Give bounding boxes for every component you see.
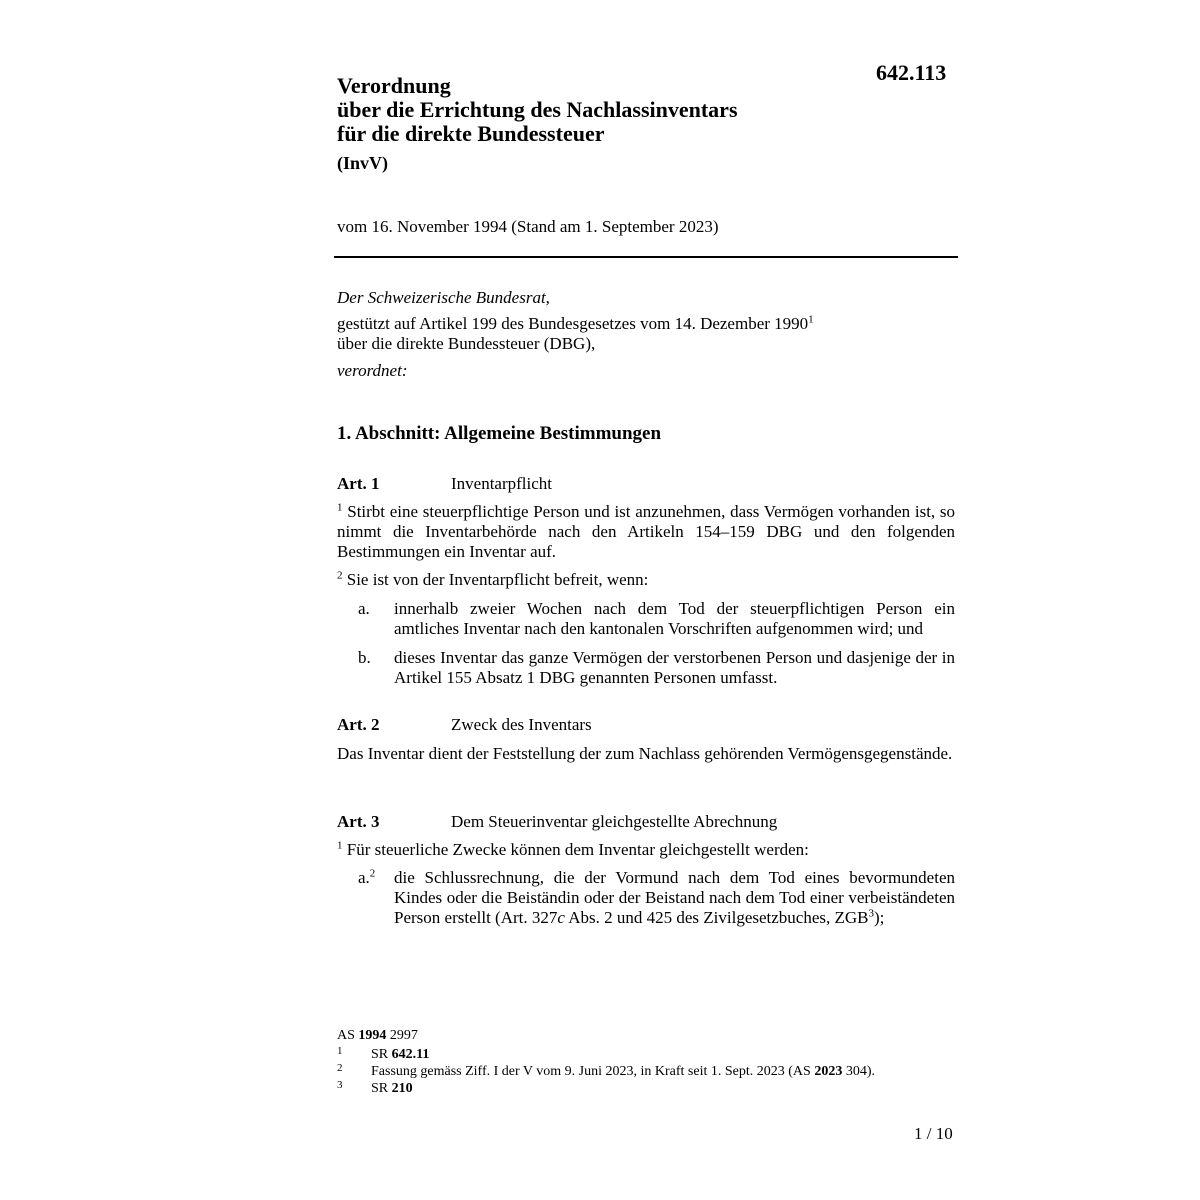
preamble-authority: Der Schweizerische Bundesrat,: [337, 288, 550, 307]
footnote-2-text: Fassung gemäss Ziff. I der V vom 9. Juni 2023, in Kraft seit 1. Sept. 2023 (AS 2023 304).: [371, 1064, 875, 1079]
footnote-3-number: 3: [337, 1079, 343, 1091]
footnote-ref-2[interactable]: 2: [369, 867, 376, 880]
title-abbreviation: (InvV): [337, 153, 389, 173]
title-line-2: über die Errichtung des Nachlassinventars: [337, 97, 738, 122]
sr-number: 642.113: [876, 60, 947, 85]
header-rule: [334, 256, 958, 258]
preamble-basis-line-1: [337, 314, 814, 334]
art-1-number: Art. 1: [337, 474, 380, 493]
date-line: vom 16. November 1994 (Stand am 1. September 2023): [337, 217, 719, 236]
art-2-number: Art. 2: [337, 715, 380, 734]
footnote-3-text: SR 210: [371, 1081, 413, 1096]
art-1-paragraph-1: [337, 502, 955, 562]
art-3-title: Dem Steuerinventar gleichgestellte Abrechnung: [451, 812, 778, 831]
paragraph-text: Sie ist von der Inventarpflicht befreit, wenn:: [346, 570, 649, 589]
footnote-ref-1[interactable]: 1: [808, 313, 814, 326]
art-1-title: Inventarpflicht: [451, 474, 553, 493]
art-3-item-a-label: a.$^2$: [358, 867, 376, 887]
document-title: [337, 74, 738, 146]
art-3-paragraph-1: [337, 840, 809, 860]
art-3-number: Art. 3: [337, 812, 380, 831]
preamble-basis-text: gestützt auf Artikel 199 des Bundesgesetzes vom 14. Dezember 1990: [337, 314, 809, 333]
footnote-1-number: 1: [337, 1045, 343, 1057]
art-1-item-b-label: b.: [358, 648, 371, 667]
paragraph-text: Für steuerliche Zwecke können dem Inventar gleichgestellt werden:: [346, 840, 809, 859]
preamble-basis-line-2: über die direkte Bundessteuer (DBG),: [337, 334, 596, 353]
preamble-decrees: verordnet:: [337, 361, 408, 380]
title-line-3: für die direkte Bundessteuer: [337, 121, 605, 146]
art-3-item-a-text: die Schlussrechnung, die der Vormund nach dem Tod eines bevormundeten Kindes oder die Beiständin oder der Beistand nach dem Tod einer verbeiständeten Person erstellt (Art. 327c Abs. 2 und 425 des Zivilgesetzbuches, ZGB$^3$);: [394, 868, 955, 927]
title-line-1: Verordnung: [337, 73, 451, 98]
art-2-title: Zweck des Inventars: [451, 715, 592, 734]
art-1-paragraph-2: [337, 570, 648, 590]
paragraph-text: Stirbt eine steuerpflichtige Person und ist anzunehmen, dass Vermögen vorhanden ist, so nimmt die Inventarbehörde nach den Artikeln 154–159 DBG und den folgenden Bestimmungen ein Inventar auf.: [337, 502, 956, 561]
footnote-ref-3[interactable]: 3: [868, 907, 875, 920]
art-2-text: Das Inventar dient der Feststellung der zum Nachlass gehörenden Vermögensgegenstände.: [337, 744, 953, 763]
footnote-2-number: 2: [337, 1062, 343, 1074]
paragraph-number: 2: [337, 569, 343, 582]
art-1-item-b-text: dieses Inventar das ganze Vermögen der verstorbenen Person und dasjenige der in Artikel 155 Absatz 1 DBG genannten Personen umfasst.: [394, 648, 955, 687]
paragraph-number: 1: [337, 501, 343, 514]
as-reference: AS 1994 2997: [337, 1028, 418, 1043]
art-1-item-a-text: innerhalb zweier Wochen nach dem Tod der steuerpflichtigen Person ein amtliches Inventar nach den kantonalen Vorschriften aufgenommen wird; und: [394, 599, 955, 638]
section-1-title: 1. Abschnitt: Allgemeine Bestimmungen: [337, 423, 662, 444]
page-number: 1 / 10: [914, 1124, 953, 1143]
paragraph-number: 1: [337, 839, 343, 852]
art-1-item-a-label: a.: [358, 599, 370, 618]
footnote-1-text: SR 642.11: [371, 1047, 430, 1062]
